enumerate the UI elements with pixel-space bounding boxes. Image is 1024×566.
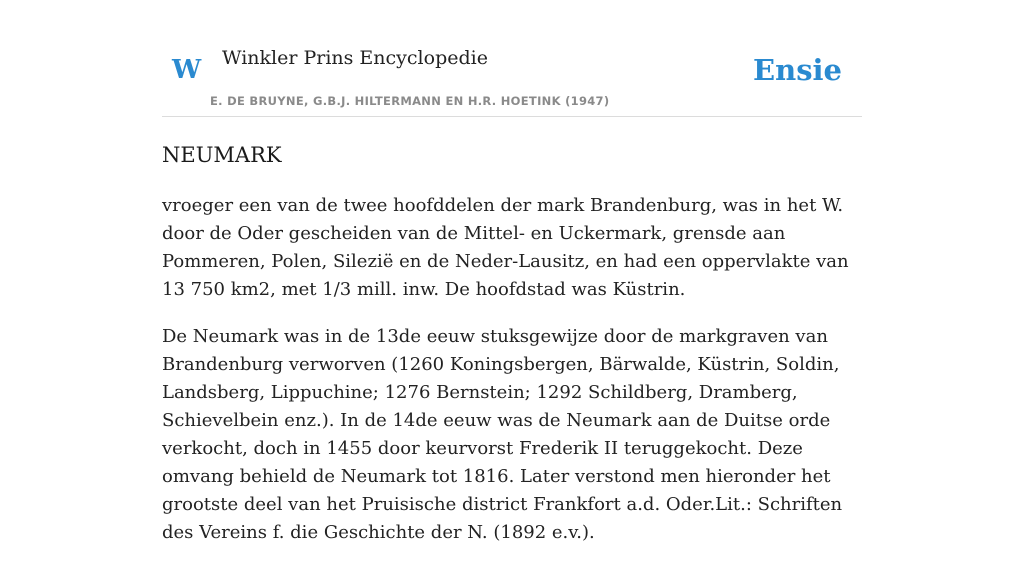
authors-line: E. DE BRUYNE, G.B.J. HILTERMANN EN H.R. HOETINK (1947) — [210, 94, 610, 108]
entry-paragraph: vroeger een van de twee hoofddelen der mark Brandenburg, was in het W. door de Oder gescheiden van de Mittel- en Uckermark, grensde aan Pommeren, Polen, Silezië en de Neder-Lausitz, en had een oppervlakte van 13 750 km2, met 1/3 mill. inw. De hoofdstad was Küstrin. — [162, 195, 849, 300]
encyclopedia-title[interactable]: Winkler Prins Encyclopedie — [222, 47, 488, 69]
ensie-brand-logo[interactable]: Ensie — [753, 53, 842, 87]
page-container — [162, 0, 862, 543]
entry-body — [162, 192, 862, 566]
encyclopedia-logo-icon[interactable]: W — [172, 55, 202, 85]
entry-paragraph: De Neumark was in de 13de eeuw stuksgewijze door de markgraven van Brandenburg verworven (1260 Koningsbergen, Bärwalde, Küstrin, Soldin, Landsberg, Lippuchine; 1276 Bernstein; 1292 Schildberg, Dramberg, Schievelbein enz.). In de 14de eeuw was de Neumark aan de Duitse orde verkocht, doch in 1455 door keurvorst Frederik II teruggekocht. Deze omvang behield de Neumark tot 1816. Later verstond men hieronder het grootste deel van het Pruisische district Frankfort a.d. Oder.Lit.: Schriften des Vereins f. die Geschichte der N. (1892 e.v.). — [162, 326, 843, 543]
header — [162, 0, 862, 117]
entry-title: NEUMARK — [162, 143, 282, 167]
